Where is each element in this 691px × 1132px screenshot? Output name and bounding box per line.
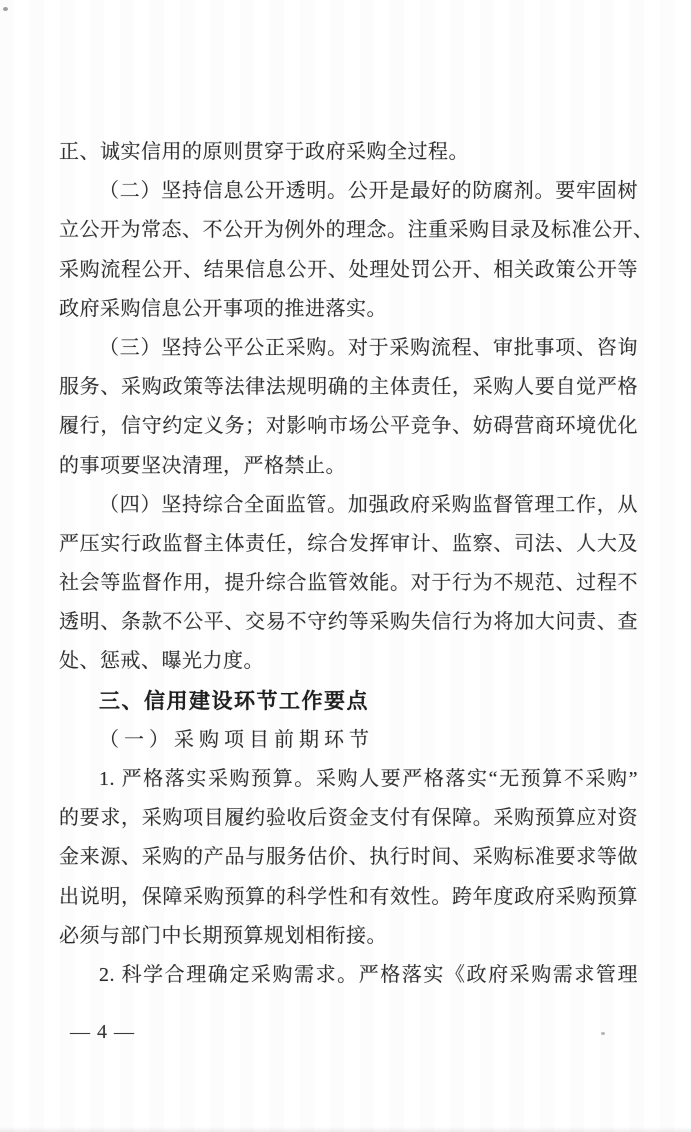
text-line-15: 三、信用建设环节工作要点 xyxy=(99,689,369,713)
text-line-4: 采购流程公开、结果信息公开、处理处罚公开、相关政策公开等 xyxy=(59,258,638,281)
text-line-11: 严压实行政监督主体责任，综合发挥审计、监察、司法、人大及 xyxy=(59,532,638,555)
text-line-9: 的事项要坚决清理，严格禁止。 xyxy=(59,454,346,477)
text-line-12: 社会等监督作用，提升综合监管效能。对于行为不规范、过程不 xyxy=(59,572,638,595)
text-line-7: 服务、采购政策等法律法规明确的主体责任，采购人要自觉严格 xyxy=(59,376,638,399)
scan-artifact-speck-bottom-right xyxy=(601,1032,605,1035)
document-body xyxy=(59,133,654,995)
text-line-16: （一）采购项目前期环节 xyxy=(99,728,374,751)
text-line-17: 1. 严格落实采购预算。采购人要严格落实“无预算不采购” xyxy=(99,768,638,790)
text-line-6: （三）坚持公平公正采购。对于采购流程、审批事项、咨询 xyxy=(99,336,638,359)
text-line-18: 的要求，采购项目履约验收后资金支付有保障。采购预算应对资 xyxy=(59,807,638,830)
text-line-8: 履行，信守约定义务；对影响市场公平竞争、妨碍营商环境优化 xyxy=(59,415,638,438)
text-line-3: 立公开为常态、不公开为例外的理念。注重采购目录及标准公开、 xyxy=(59,219,654,242)
text-line-21: 必须与部门中长期预算规划相衔接。 xyxy=(59,924,387,947)
page-number: — 4 — xyxy=(70,1021,135,1043)
text-line-20: 出说明，保障采购预算的科学性和有效性。跨年度政府采购预算 xyxy=(59,885,638,908)
text-line-2: （二）坚持信息公开透明。公开是最好的防腐剂。要牢固树 xyxy=(99,180,638,203)
scan-artifact-speck-top-left xyxy=(3,7,8,11)
text-line-5: 政府采购信息公开事项的推进落实。 xyxy=(59,297,387,320)
text-line-14: 处、惩戒、曝光力度。 xyxy=(59,650,264,673)
text-line-10: （四）坚持综合全面监管。加强政府采购监督管理工作，从 xyxy=(99,493,638,516)
text-line-22: 2. 科学合理确定采购需求。严格落实《政府采购需求管理 xyxy=(99,963,638,986)
text-line-13: 透明、条款不公平、交易不守约等采购失信行为将加大问责、查 xyxy=(59,611,638,634)
text-line-1: 正、诚实信用的原则贯穿于政府采购全过程。 xyxy=(59,141,469,163)
text-line-19: 金来源、采购的产品与服务估价、执行时间、采购标准要求等做 xyxy=(59,846,638,869)
